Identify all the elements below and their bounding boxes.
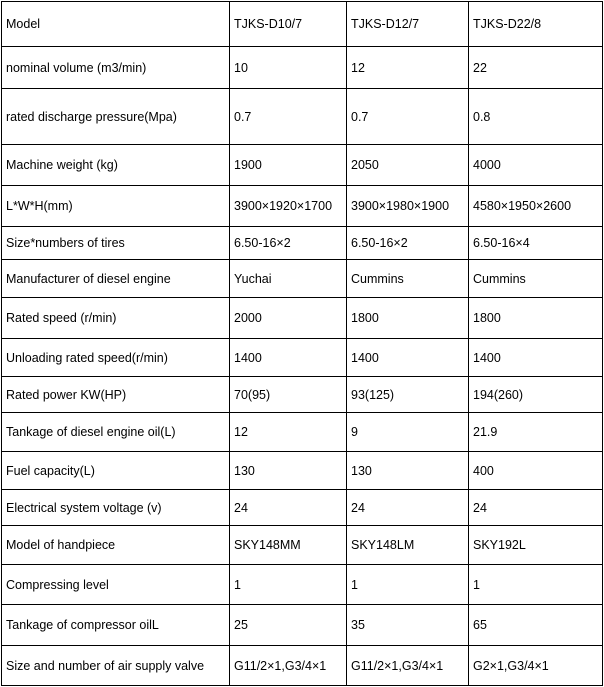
table-row <box>2 490 603 526</box>
row-label: Size and number of air supply valve <box>2 646 230 686</box>
table-row <box>2 260 603 298</box>
row-value: 22 <box>469 47 603 89</box>
row-label: Tankage of compressor oilL <box>2 605 230 646</box>
row-value: 24 <box>230 490 347 526</box>
row-value: 70(95) <box>230 377 347 413</box>
row-value: 93(125) <box>347 377 469 413</box>
row-value: 24 <box>347 490 469 526</box>
row-value: 0.8 <box>469 89 603 145</box>
table-row <box>2 565 603 605</box>
row-value: 6.50-16×2 <box>347 227 469 260</box>
row-value: 130 <box>347 452 469 490</box>
row-value: 1900 <box>230 145 347 186</box>
row-value: 4580×1950×2600 <box>469 186 603 227</box>
row-label: Machine weight (kg) <box>2 145 230 186</box>
row-value: Yuchai <box>230 260 347 298</box>
row-label: Tankage of diesel engine oil(L) <box>2 413 230 452</box>
row-label: Unloading rated speed(r/min) <box>2 339 230 377</box>
row-label: Size*numbers of tires <box>2 227 230 260</box>
table-row <box>2 227 603 260</box>
row-label: L*W*H(mm) <box>2 186 230 227</box>
row-value: 65 <box>469 605 603 646</box>
row-value: G11/2×1,G3/4×1 <box>230 646 347 686</box>
row-value: 400 <box>469 452 603 490</box>
header-cell-model-1: TJKS-D10/7 <box>230 2 347 47</box>
row-label: Model of handpiece <box>2 526 230 565</box>
row-value: 2050 <box>347 145 469 186</box>
table-row <box>2 452 603 490</box>
row-label: Fuel capacity(L) <box>2 452 230 490</box>
row-value: 1400 <box>230 339 347 377</box>
table-row <box>2 186 603 227</box>
row-value: Cummins <box>469 260 603 298</box>
row-value: 12 <box>347 47 469 89</box>
row-value: 24 <box>469 490 603 526</box>
row-value: 1 <box>347 565 469 605</box>
row-value: SKY192L <box>469 526 603 565</box>
row-value: 0.7 <box>347 89 469 145</box>
row-value: 0.7 <box>230 89 347 145</box>
row-label: Rated speed (r/min) <box>2 298 230 339</box>
row-value: G2×1,G3/4×1 <box>469 646 603 686</box>
header-cell-model-2: TJKS-D12/7 <box>347 2 469 47</box>
row-value: 21.9 <box>469 413 603 452</box>
row-value: 1 <box>230 565 347 605</box>
row-label: Compressing level <box>2 565 230 605</box>
row-label: Manufacturer of diesel engine <box>2 260 230 298</box>
row-label: Electrical system voltage (v) <box>2 490 230 526</box>
row-value: 10 <box>230 47 347 89</box>
row-value: 194(260) <box>469 377 603 413</box>
table-row <box>2 605 603 646</box>
row-value: 35 <box>347 605 469 646</box>
row-value: 2000 <box>230 298 347 339</box>
table-row <box>2 89 603 145</box>
row-value: SKY148MM <box>230 526 347 565</box>
row-value: 9 <box>347 413 469 452</box>
spec-table <box>1 1 603 686</box>
header-row <box>2 2 603 47</box>
table-row <box>2 413 603 452</box>
table-row <box>2 646 603 686</box>
row-value: 130 <box>230 452 347 490</box>
row-value: 6.50-16×4 <box>469 227 603 260</box>
row-value: 3900×1980×1900 <box>347 186 469 227</box>
table-row <box>2 339 603 377</box>
header-cell-label: Model <box>2 2 230 47</box>
row-value: 1400 <box>469 339 603 377</box>
row-value: 6.50-16×2 <box>230 227 347 260</box>
row-label: rated discharge pressure(Mpa) <box>2 89 230 145</box>
table-row <box>2 526 603 565</box>
row-value: 4000 <box>469 145 603 186</box>
row-label: Rated power KW(HP) <box>2 377 230 413</box>
row-value: 12 <box>230 413 347 452</box>
row-value: 1800 <box>347 298 469 339</box>
table-row <box>2 47 603 89</box>
row-value: 3900×1920×1700 <box>230 186 347 227</box>
row-label: nominal volume (m3/min) <box>2 47 230 89</box>
row-value: G11/2×1,G3/4×1 <box>347 646 469 686</box>
row-value: 1400 <box>347 339 469 377</box>
table-row <box>2 298 603 339</box>
row-value: 1 <box>469 565 603 605</box>
header-cell-model-3: TJKS-D22/8 <box>469 2 603 47</box>
row-value: 25 <box>230 605 347 646</box>
table-row <box>2 377 603 413</box>
row-value: 1800 <box>469 298 603 339</box>
row-value: SKY148LM <box>347 526 469 565</box>
table-row <box>2 145 603 186</box>
row-value: Cummins <box>347 260 469 298</box>
